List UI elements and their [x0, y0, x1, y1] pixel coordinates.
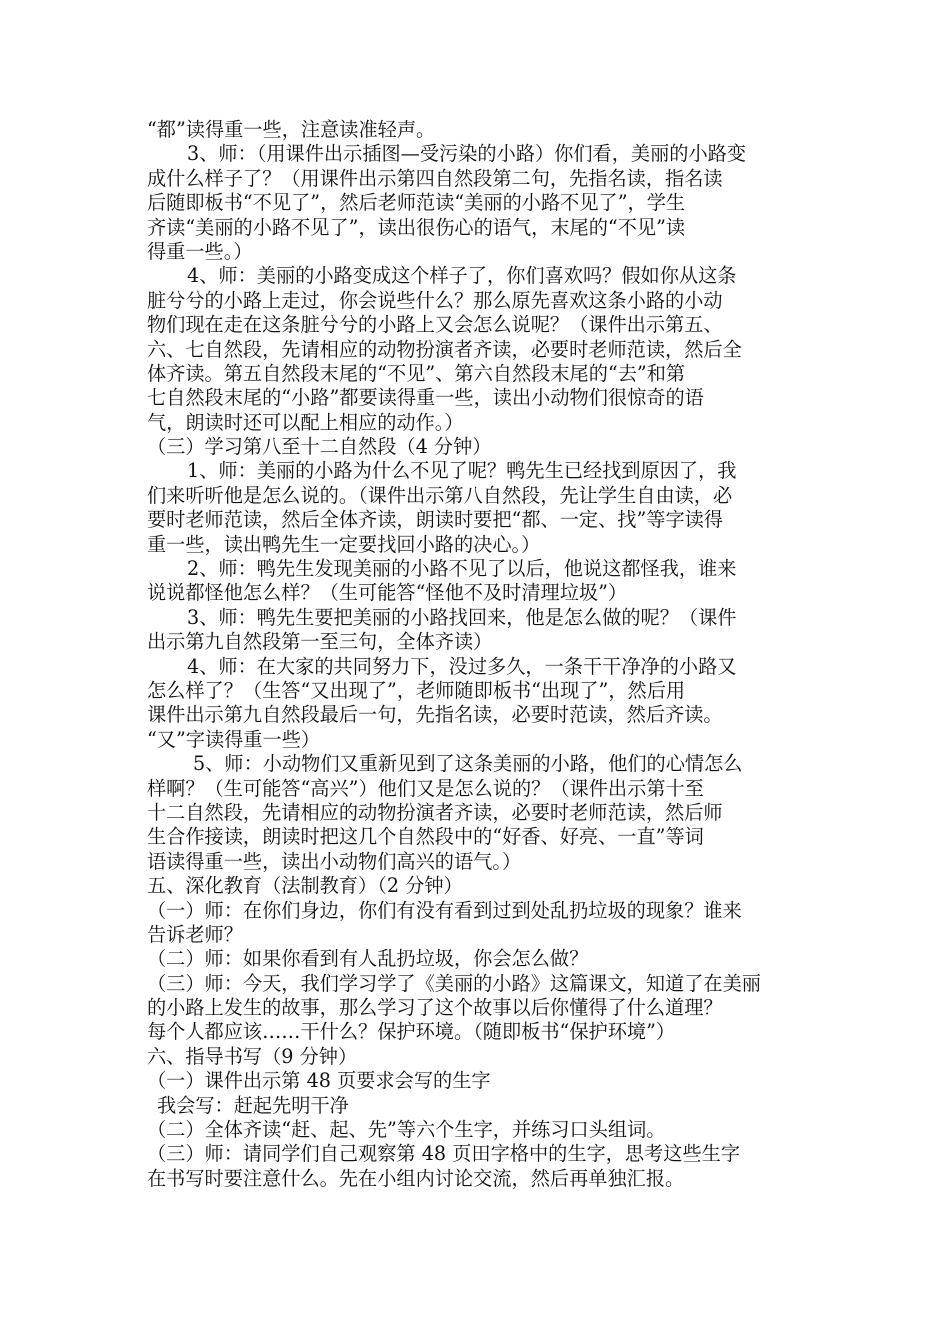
text-line: 物们现在走在这条脏兮兮的小路上又会怎么说呢？（课件出示第五、	[147, 313, 723, 337]
text-line: 的小路上发生的故事，那么学习了这个故事以后你懂得了什么道理？	[147, 996, 723, 1020]
text-line: 六、七自然段，先请相应的动物扮演者齐读，必要时老师范读，然后全	[147, 337, 742, 361]
text-line: 样啊？（生可能答“高兴”）他们又是怎么说的？（课件出示第十至	[147, 776, 704, 800]
document-body	[147, 118, 812, 1191]
section-heading: （三）学习第八至十二自然段（4 分钟）	[147, 435, 492, 459]
text-line: （二）全体齐读“赶、起、先”等六个生字，并练习口头组词。	[147, 1118, 666, 1142]
text-line: （三）师：请同学们自己观察第 48 页田字格中的生字，思考这些生字	[147, 1142, 741, 1166]
text-line: 告诉老师？	[147, 922, 243, 946]
text-line: 4、师：美丽的小路变成这个样子了，你们喜欢吗？假如你从这条	[187, 264, 737, 288]
text-line: 重一些，读出鸭先生一定要找回小路的决心。）	[147, 532, 541, 556]
text-line: 脏兮兮的小路上走过，你会说些什么？那么原先喜欢这条小路的小动	[147, 288, 723, 312]
text-line: 气，朗读时还可以配上相应的动作。）	[147, 410, 464, 434]
text-line: 生合作接读，朗读时把这几个自然段中的“好香、好亮、一直”等词	[147, 825, 704, 849]
text-line: 成什么样子了？（用课件出示第四自然段第二句，先指名读，指名读	[147, 166, 723, 190]
text-line: 出示第九自然段第一至三句，全体齐读）	[147, 630, 493, 654]
text-line: 齐读“美丽的小路不见了”，读出很伤心的语气，末尾的“不见”读	[147, 215, 686, 239]
section-heading: 五、深化教育（法制教育）（2 分钟）	[147, 874, 463, 898]
text-line: 5、师：小动物们又重新见到了这条美丽的小路，他们的心情怎么	[193, 752, 743, 776]
text-line: 后随即板书“不见了”，然后老师范读“美丽的小路不见了”，学生	[147, 191, 686, 215]
text-line: 1、师：美丽的小路为什么不见了呢？鸭先生已经找到原因了，我	[187, 459, 737, 483]
text-line: 4、师：在大家的共同努力下，没过多久，一条干干净净的小路又	[187, 654, 737, 678]
text-line: 怎么样了？（生答“又出现了”，老师随即板书“出现了”，然后用	[147, 678, 686, 702]
section-heading: 六、指导书写（9 分钟）	[147, 1044, 358, 1068]
text-line: 课件出示第九自然段最后一句，先指名读，必要时范读，然后齐读。	[147, 703, 723, 727]
text-line: 3、师：鸭先生要把美丽的小路找回来，他是怎么做的呢？（课件	[187, 605, 737, 629]
text-line: （二）师：如果你看到有人乱扔垃圾，你会怎么做？	[147, 947, 589, 971]
text-line: 体齐读。第五自然段末尾的“不见”、第六自然段末尾的“去”和第	[147, 361, 686, 385]
text-line: （一）师：在你们身边，你们有没有看到过到处乱扔垃圾的现象？谁来	[147, 898, 742, 922]
text-line: 我会写：赶起先明干净	[157, 1093, 349, 1117]
text-line: 每个人都应该……干什么？保护环境。（随即板书“保护环境”）	[147, 1020, 676, 1044]
text-line: “都”读得重一些，注意读准轻声。	[147, 118, 436, 141]
text-line: 得重一些。）	[147, 239, 253, 263]
text-line: 七自然段末尾的“小路”都要读得重一些，读出小动物们很惊奇的语	[147, 386, 704, 410]
text-line: 语读得重一些，读出小动物们高兴的语气。）	[147, 849, 522, 873]
text-line: 说说都怪他怎么样？（生可能答“怪他不及时清理垃圾”）	[147, 581, 628, 605]
text-line: 2、师：鸭先生发现美丽的小路不见了以后，他说这都怪我，谁来	[187, 557, 737, 581]
text-line: 要时老师范读，然后全体齐读，朗读时要把“都、一定、找”等字读得	[147, 508, 724, 532]
text-line: （三）师：今天，我们学习学了《美丽的小路》这篇课文，知道了在美丽	[147, 971, 761, 995]
text-line: 3、师：（用课件出示插图—受污染的小路）你们看，美丽的小路变	[187, 142, 747, 166]
text-line: （一）课件出示第 48 页要求会写的生字	[147, 1069, 491, 1093]
text-line: 在书写时要注意什么。先在小组内讨论交流，然后再单独汇报。	[147, 1166, 685, 1190]
text-line: “又”字读得重一些）	[147, 727, 321, 751]
text-line: 十二自然段，先请相应的动物扮演者齐读，必要时老师范读，然后师	[147, 800, 723, 824]
text-line: 们来听听他是怎么说的。（课件出示第八自然段，先让学生自由读，必	[147, 483, 733, 507]
